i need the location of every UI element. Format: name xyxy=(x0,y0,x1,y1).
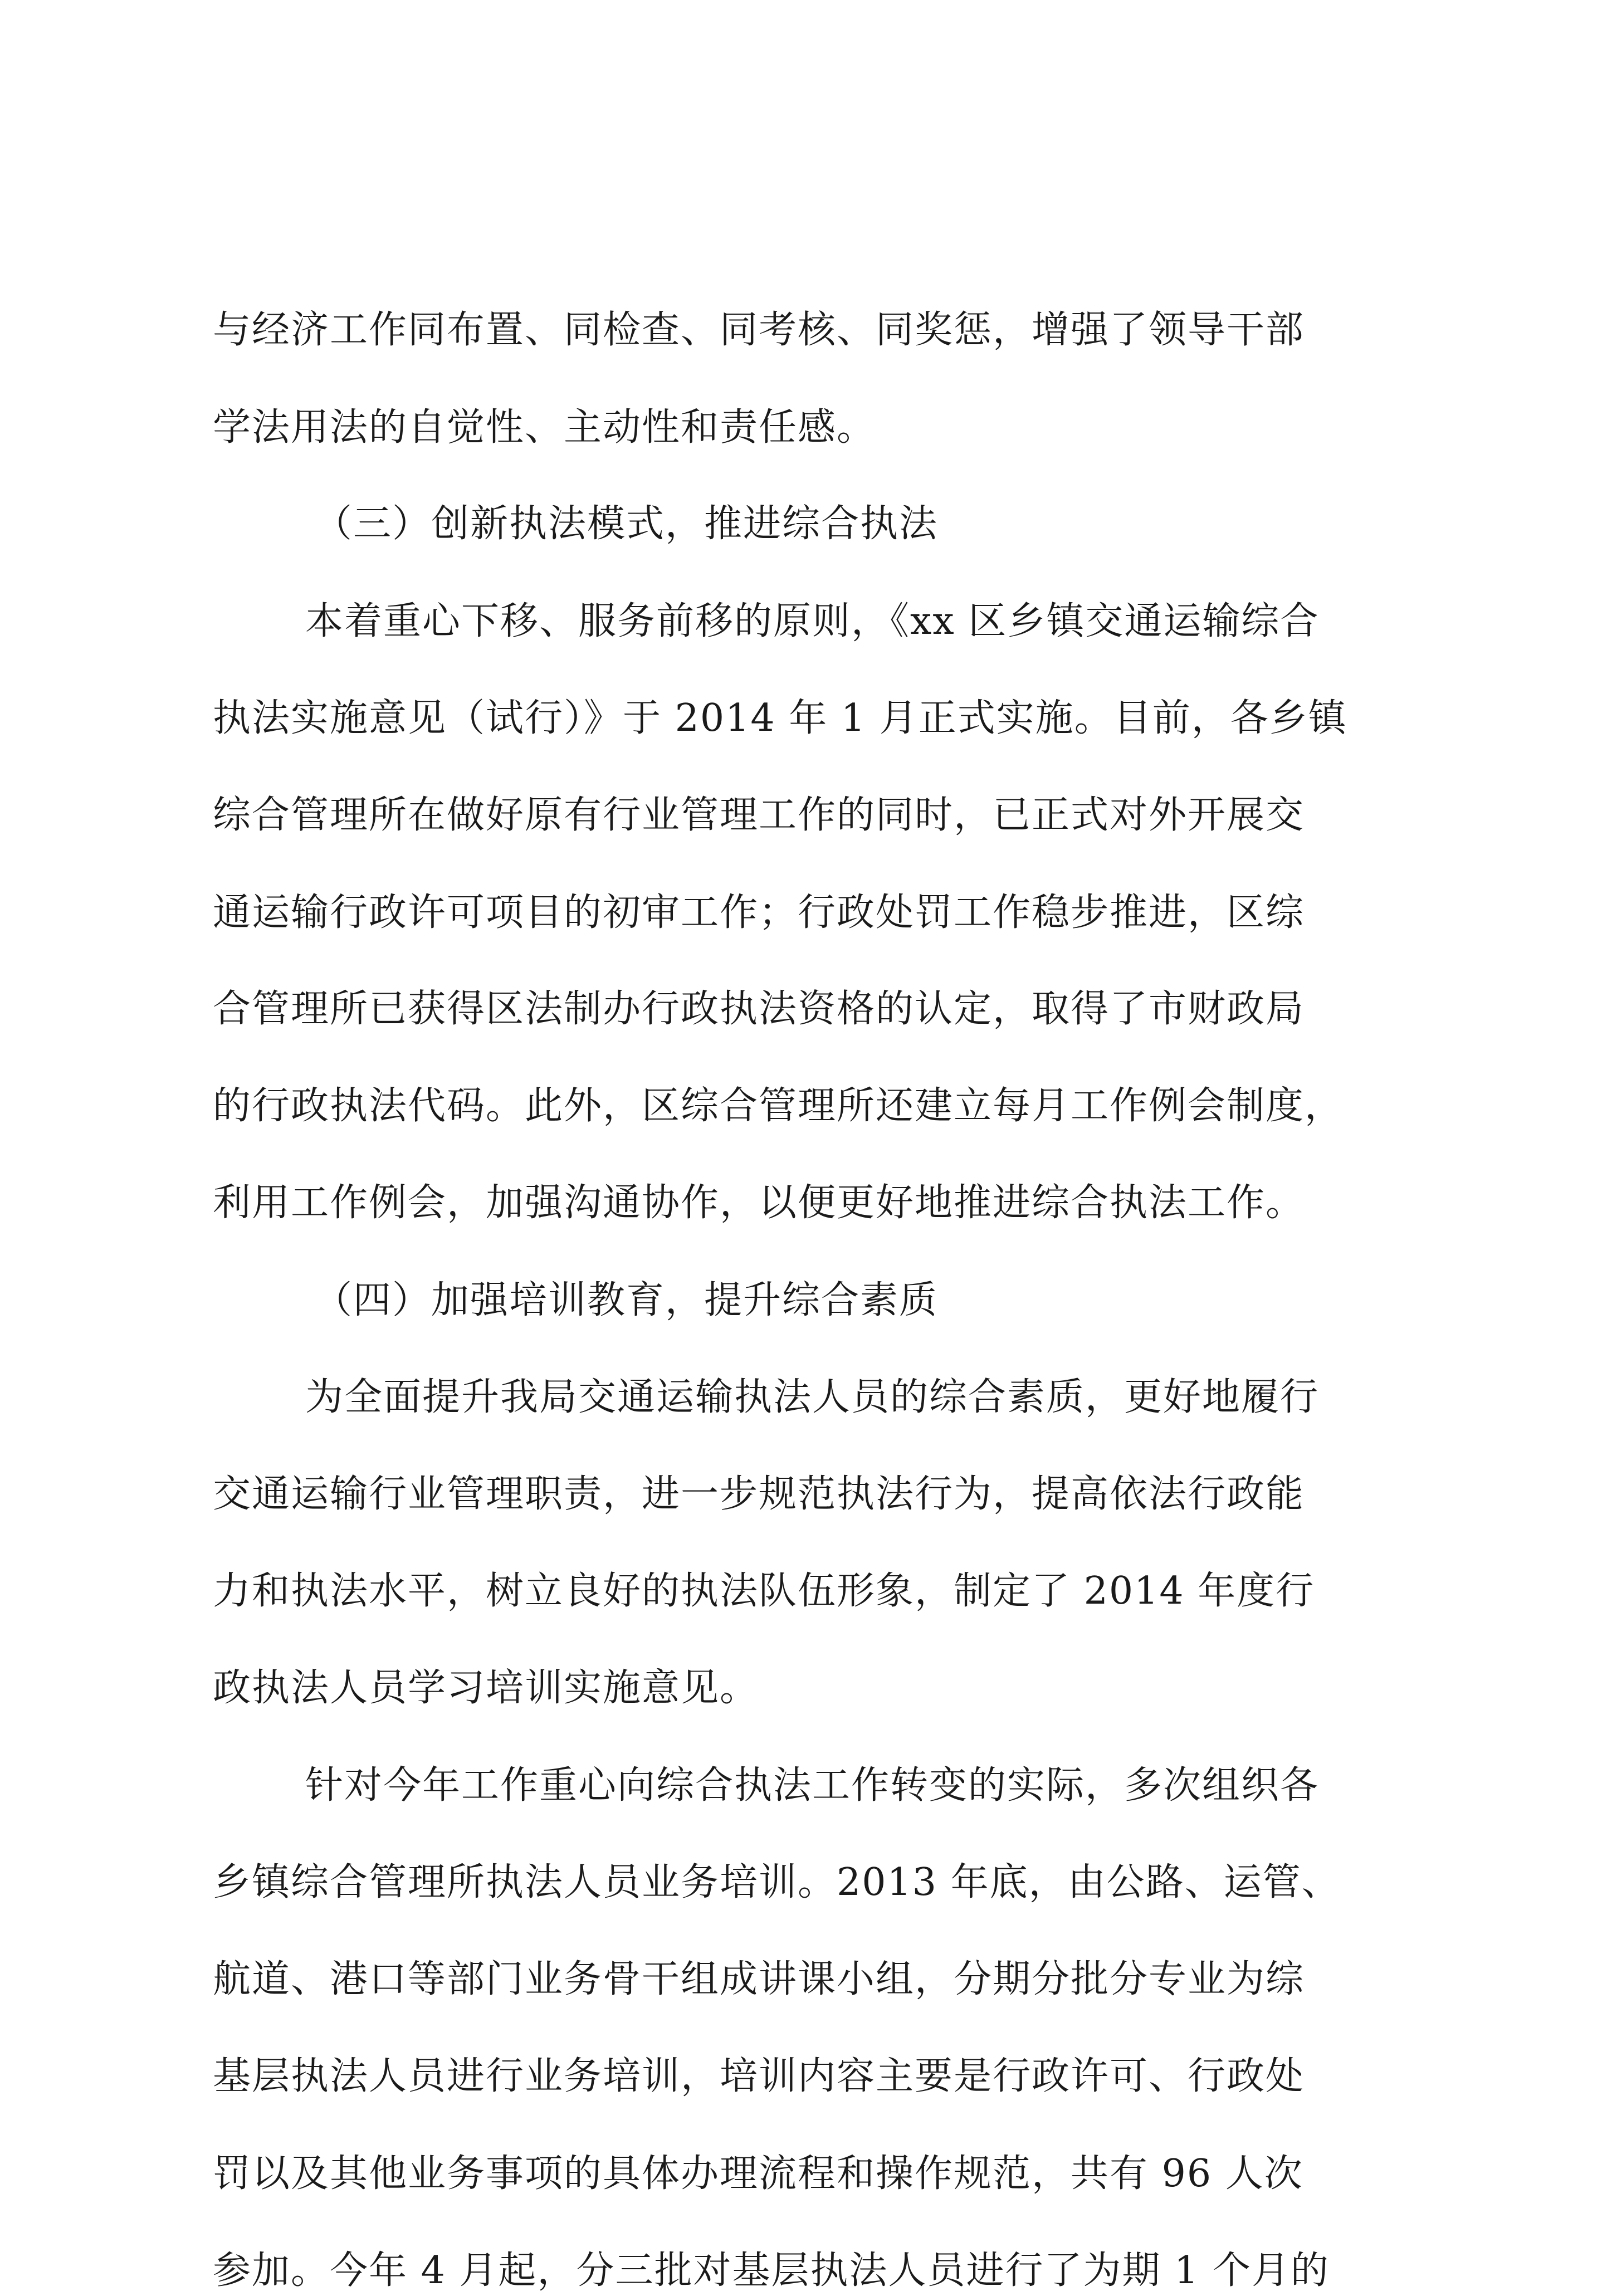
body-line: 罚以及其他业务事项的具体办理流程和操作规范，共有 96 人次 xyxy=(213,2152,1303,2196)
body-line: 交通运输行业管理职责，进一步规范执法行为，提高依法行政能 xyxy=(213,1472,1305,1516)
body-line: 航道、港口等部门业务骨干组成讲课小组，分期分批分专业为综 xyxy=(213,1957,1305,2001)
body-line: 学法用法的自觉性、主动性和责任感。 xyxy=(213,406,876,450)
body-line: 的行政执法代码。此外，区综合管理所还建立每月工作例会制度， xyxy=(213,1084,1344,1128)
section-heading: （四）加强培训教育，提升综合素质 xyxy=(314,1278,939,1322)
body-line: 政执法人员学习培训实施意见。 xyxy=(213,1666,759,1710)
body-line: 综合管理所在做好原有行业管理工作的同时，已正式对外开展交 xyxy=(213,793,1305,837)
body-line: 通运输行政许可项目的初审工作；行政处罚工作稳步推进，区综 xyxy=(213,891,1305,935)
body-line: 基层执法人员进行业务培训，培训内容主要是行政许可、行政处 xyxy=(213,2054,1305,2098)
body-line: 参加。今年 4 月起，分三批对基层执法人员进行了为期 1 个月的 xyxy=(213,2249,1330,2293)
body-line: 与经济工作同布置、同检查、同考核、同奖惩，增强了领导干部 xyxy=(213,308,1305,352)
body-line: 力和执法水平，树立良好的执法队伍形象，制定了 2014 年度行 xyxy=(213,1569,1315,1613)
body-line: 执法实施意见（试行）》于 2014 年 1 月正式实施。目前，各乡镇 xyxy=(213,696,1347,740)
body-line: 乡镇综合管理所执法人员业务培训。2013 年底，由公路、运管、 xyxy=(213,1860,1341,1904)
body-line: 针对今年工作重心向综合执法工作转变的实际，多次组织各 xyxy=(305,1763,1320,1808)
body-line: 为全面提升我局交通运输执法人员的综合素质，更好地履行 xyxy=(305,1375,1320,1419)
body-line: 本着重心下移、服务前移的原则，《xx 区乡镇交通运输综合 xyxy=(305,599,1320,643)
body-line: 利用工作例会，加强沟通协作，以便更好地推进综合执法工作。 xyxy=(213,1181,1305,1225)
body-line: 合管理所已获得区法制办行政执法资格的认定，取得了市财政局 xyxy=(213,987,1305,1031)
section-heading: （三）创新执法模式，推进综合执法 xyxy=(314,502,939,546)
